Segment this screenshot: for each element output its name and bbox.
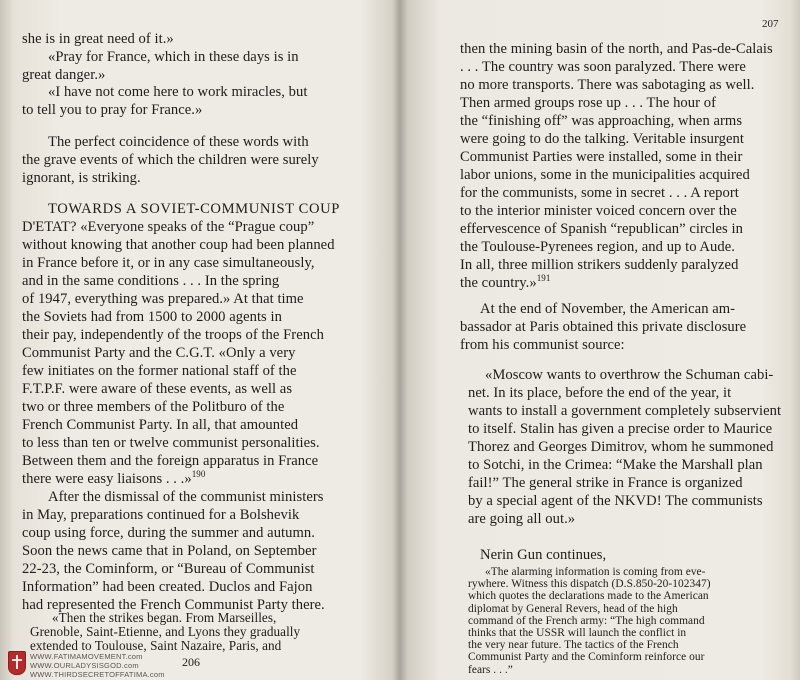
quote-line: net. In its place, before the end of the year, it (468, 385, 732, 401)
text-line: coup using force, during the summer and autumn. (22, 525, 315, 541)
text-line: «I have not come here to work miracles, but (48, 84, 308, 100)
text-line: Communist Parties were installed, some in their (460, 149, 743, 165)
text-line: to the interior minister voiced concern over the (460, 203, 737, 219)
quote-line: to Sotchi, in the Crimea: “Make the Marshall plan (468, 457, 763, 473)
fatima-logo (8, 651, 26, 675)
text-line: great danger.» (22, 67, 106, 83)
text-line: D'ETAT? «Everyone speaks of the “Prague coup” (22, 219, 315, 235)
text-line: At the end of November, the American am- (480, 301, 736, 317)
quote-line: are going all out.» (468, 511, 576, 527)
text-line: from his communist source: (460, 337, 625, 353)
text-line: Communist Party and the C.G.T. «Only a very (22, 345, 296, 361)
quote-line: rywhere. Witness this dispatch (D.S.850-20-102347) (468, 578, 711, 591)
text-line: then the mining basin of the north, and Pas-de-Calais (460, 41, 773, 57)
text-line: effervescence of Spanish “republican” circles in (460, 221, 743, 237)
text-line: two or three members of the Politburo of the (22, 399, 285, 415)
quote-line: «Moscow wants to overthrow the Schuman cabi- (485, 367, 774, 383)
text-line: Between them and the foreign apparatus in France (22, 453, 319, 469)
text-line (22, 470, 205, 488)
text-line: and in the same conditions . . . In the spring (22, 273, 280, 289)
text-line (460, 274, 550, 292)
text-line: In all, three million strikers suddenly paralyzed (460, 257, 739, 273)
text-line: the grave events of which the children were surely (22, 152, 319, 168)
text-line: few initiates on the former national staff of the (22, 363, 297, 379)
text-line: 22-23, the Cominform, or “Bureau of Communist (22, 561, 315, 577)
text-line: to tell you to pray for France.» (22, 102, 203, 118)
quote-line: Thorez and Georges Dimitrov, whom he summoned (468, 439, 774, 455)
text-line: The perfect coincidence of these words with (48, 134, 309, 150)
quote-line: wants to install a government completely subservient (468, 403, 782, 419)
text-line: were going to do the talking. Veritable insurgent (460, 131, 744, 147)
text-line: ignorant, is striking. (22, 170, 141, 186)
text-line: for the communists, some in secret . . . A report (460, 185, 739, 201)
text-line: labor unions, some in the municipalities acquired (460, 167, 750, 183)
text-line: had represented the French Communist Party there. (22, 597, 325, 613)
text-line: F.T.P.F. were aware of these events, as well as (22, 381, 293, 397)
text-line: the Soviets had from 1500 to 2000 agents in (22, 309, 282, 325)
text-line: . . . The country was soon paralyzed. There were (460, 59, 746, 75)
text-span: there were easy liaisons . . .» (22, 471, 192, 487)
text-line: in May, preparations continued for a Bolshevik (22, 507, 300, 523)
website-link[interactable]: WWW.OURLADYSISGOD.com (30, 661, 139, 670)
text-line: Nerin Gun continues, (480, 547, 607, 563)
text-line: their pay, independently of the troops of the French (22, 327, 324, 343)
quote-line: «The alarming information is coming from eve- (485, 566, 706, 578)
quote-line: «Then the strikes began. From Marseilles, (52, 610, 277, 625)
text-line: to less than ten or twelve communist personalities. (22, 435, 320, 451)
page-number: 206 (182, 655, 200, 669)
text-line: «Pray for France, which in these days is in (48, 49, 299, 65)
quote-line: which quotes the declarations made to the American (468, 590, 709, 603)
right-page (402, 0, 800, 680)
section-heading: TOWARDS A SOVIET-COMMUNIST COUP (48, 201, 341, 217)
quote-line: to itself. Stalin has given a precise order to Maurice (468, 421, 773, 437)
text-line: Information” had been created. Duclos and Fajon (22, 579, 313, 595)
quote-line: thinks that the USSR will launch the conflict in (468, 627, 687, 639)
text-line: the “finishing off” was approaching, when arms (460, 113, 743, 129)
text-line: bassador at Paris obtained this private disclosure (460, 319, 747, 335)
quote-line: Grenoble, Saint-Etienne, and Lyons they gradually (30, 624, 301, 639)
quote-line: extended to Toulouse, Saint Nazaire, Paris, and (30, 638, 282, 653)
text-line: she is in great need of it.» (22, 31, 174, 47)
website-link[interactable]: WWW.THIRDSECRETOFFATIMA.com (30, 670, 165, 679)
footnote-marker: 191 (536, 273, 551, 284)
footnote-marker: 190 (191, 469, 206, 480)
website-link[interactable]: WWW.FATIMAMOVEMENT.com (30, 652, 143, 661)
text-line: without knowing that another coup had been planned (22, 237, 335, 253)
quote-line: by a special agent of the NKVD! The communists (468, 493, 763, 509)
quote-line: fears . . .” (468, 663, 513, 676)
quote-line: fail!” The general strike in France is organized (468, 475, 743, 491)
text-line: French Communist Party. In all, that amounted (22, 417, 299, 433)
quote-line: diplomat by General Revers, head of the high (468, 602, 678, 615)
text-line: Soon the news came that in Poland, on September (22, 543, 317, 559)
quote-line: the very near future. The tactics of the French (468, 639, 679, 652)
quote-line: Communist Party and the Cominform reinforce our (468, 651, 705, 664)
text-line: in France before it, or in any case simultaneously, (22, 255, 315, 271)
quote-line: command of the French army: “The high command (468, 614, 705, 627)
text-span: the country.» (460, 275, 537, 291)
text-line: Then armed groups rose up . . . The hour of (460, 95, 716, 111)
text-line: no more transports. There was sabotaging as well. (460, 77, 755, 93)
text-line: the Toulouse-Pyrenees region, and up to Aude. (460, 239, 735, 255)
text-line: After the dismissal of the communist ministers (48, 489, 324, 505)
page-number: 207 (762, 18, 779, 30)
left-page (0, 0, 398, 680)
text-line: of 1947, everything was prepared.» At that time (22, 291, 304, 307)
